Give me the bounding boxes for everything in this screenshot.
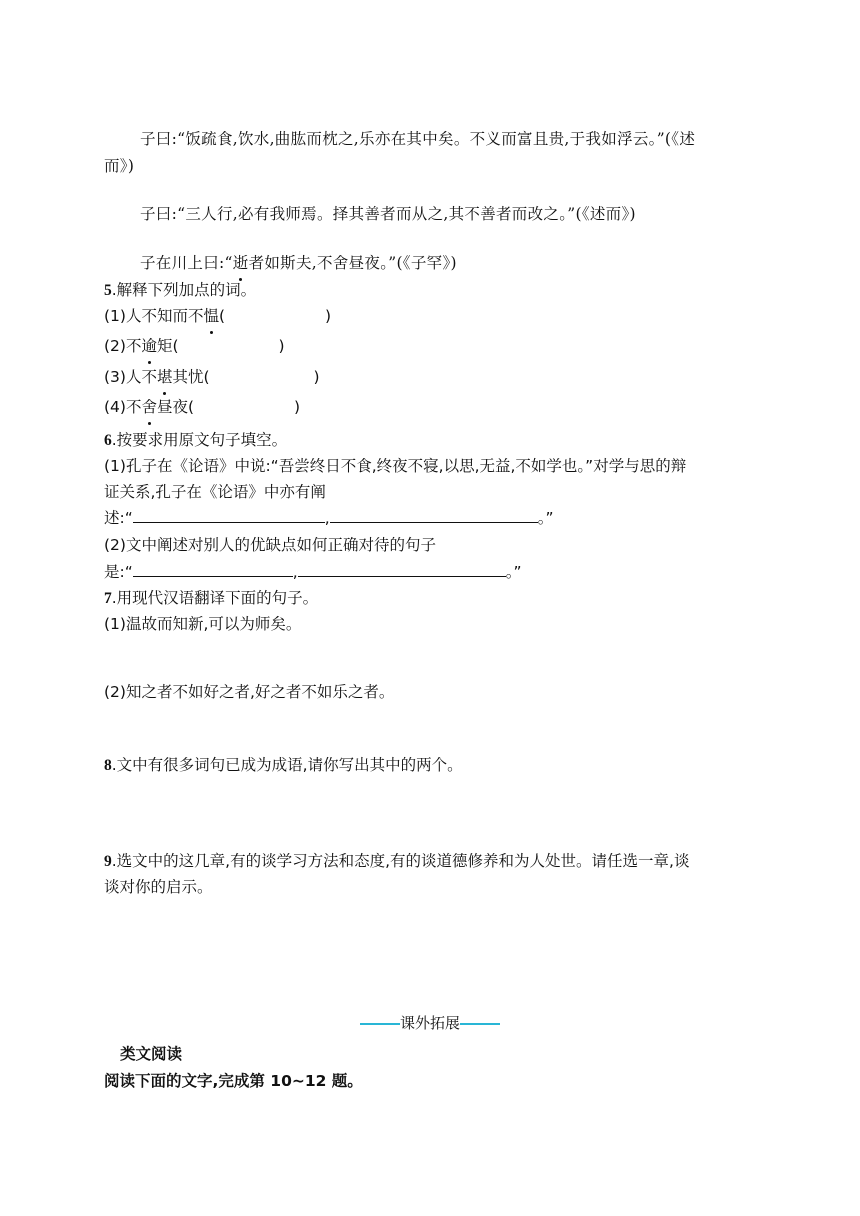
- q5-item-3-dotted: 堪: [157, 364, 173, 390]
- q6-part1-line3: [104, 505, 760, 531]
- q9-line-1: [104, 848, 760, 875]
- q8-title-text: .文中有很多词句已成为成语,请你写出其中的两个。: [111, 756, 463, 774]
- q9-line-2: 谈对你的启示。: [104, 878, 213, 896]
- q5-item-2-dotted: 逾: [141, 333, 157, 359]
- section-rule-right: [460, 1023, 500, 1025]
- passage-2: 子曰:“三人行,必有我师焉。择其善者而从之,其不善者而改之。”(《述而》): [140, 205, 636, 223]
- q5-item-4: [104, 394, 760, 420]
- q5-item-1-dotted: 愠: [203, 303, 219, 329]
- section-header: [0, 1012, 860, 1033]
- q5-item-2-pre: (2)不: [104, 337, 142, 355]
- q6-part1-line2: 证关系,孔子在《论语》中亦有阐: [104, 483, 326, 501]
- q5-title-text: .解释下列加点的词。: [111, 281, 257, 299]
- q5-item-1-open: (: [218, 307, 226, 325]
- q9-line-1-text: .选文中的这几章,有的谈学习方法和态度,有的谈道德修养和为人处世。请任选一章,谈: [111, 852, 690, 870]
- q6-part2-comma: ,: [292, 563, 298, 581]
- q6-part2-line2: [104, 559, 760, 585]
- q9-number: 9: [104, 853, 112, 870]
- passage-3-post: 者如斯夫,不舍昼夜。”(《子罕》): [248, 254, 457, 272]
- passage-1-line-1: 子曰:“饭疏食,饮水,曲肱而枕之,乐亦在其中矣。不义而富且贵,于我如浮云。”(《述: [140, 130, 696, 148]
- q6-part1-comma: ,: [324, 509, 330, 527]
- q5-item-1-close: ): [325, 307, 332, 325]
- q5-number: 5: [104, 282, 112, 299]
- q7-sentence-2: (2)知之者不如好之者,好之者不如乐之者。: [104, 683, 395, 701]
- q5-item-2-open: 矩(: [156, 337, 179, 355]
- passage-3-dotted-char: 逝: [233, 250, 249, 276]
- q5-item-2: [104, 333, 760, 359]
- q5-item-2-close: ): [278, 337, 285, 355]
- q6-part2-blank-2[interactable]: [298, 560, 506, 577]
- q6-title: [104, 427, 760, 454]
- q5-item-1-pre: (1)人不知而不: [104, 307, 204, 325]
- q7-number: 7: [104, 590, 112, 607]
- q6-part1-end: 。”: [537, 509, 554, 527]
- q7-sentence-1: (1)温故而知新,可以为师矣。: [104, 615, 302, 633]
- q6-part2-end: 。”: [505, 563, 522, 581]
- q6-part1-line1: (1)孔子在《论语》中说:“吾尝终日不食,终夜不寝,以思,无益,不如学也。”对学与思的辩: [104, 457, 687, 475]
- q6-part2-line1: (2)文中阐述对别人的优缺点如何正确对待的句子: [104, 536, 436, 554]
- passage-3: [104, 250, 796, 276]
- q8-title: [104, 752, 760, 779]
- q5-item-3-open: 其忧(: [172, 368, 210, 386]
- q5-item-4-close: ): [294, 398, 301, 416]
- q5-item-1: [104, 303, 760, 329]
- q5-item-4-pre: (4)不: [104, 398, 142, 416]
- q6-part1-prefix: 述:“: [104, 509, 133, 527]
- section-rule-left: [360, 1023, 400, 1025]
- q6-number: 6: [104, 432, 112, 449]
- q5-item-3-pre: (3)人不: [104, 368, 157, 386]
- q7-title: [104, 585, 760, 612]
- q5-item-3-close: ): [313, 368, 320, 386]
- passage-3-pre: 子在川上曰:“: [140, 254, 233, 272]
- q6-title-text: .按要求用原文句子填空。: [111, 431, 288, 449]
- q7-title-text: .用现代汉语翻译下面的句子。: [111, 589, 319, 607]
- q6-part2-prefix: 是:“: [104, 563, 133, 581]
- q6-part1-blank-1[interactable]: [133, 506, 325, 523]
- q6-part2-blank-1[interactable]: [133, 560, 293, 577]
- q8-number: 8: [104, 757, 112, 774]
- q5-item-3: [104, 364, 760, 390]
- section-title: 课外拓展: [399, 1014, 460, 1032]
- reading-intro: 阅读下面的文字,完成第 10~12 题。: [104, 1072, 363, 1090]
- q5-item-4-open: 昼夜(: [156, 398, 195, 416]
- q6-part1-blank-2[interactable]: [330, 506, 538, 523]
- q5-title: [104, 277, 760, 304]
- reading-heading: 类文阅读: [120, 1045, 183, 1063]
- q5-item-4-dotted: 舍: [141, 394, 157, 420]
- passage-1-line-2: 而》): [104, 157, 135, 175]
